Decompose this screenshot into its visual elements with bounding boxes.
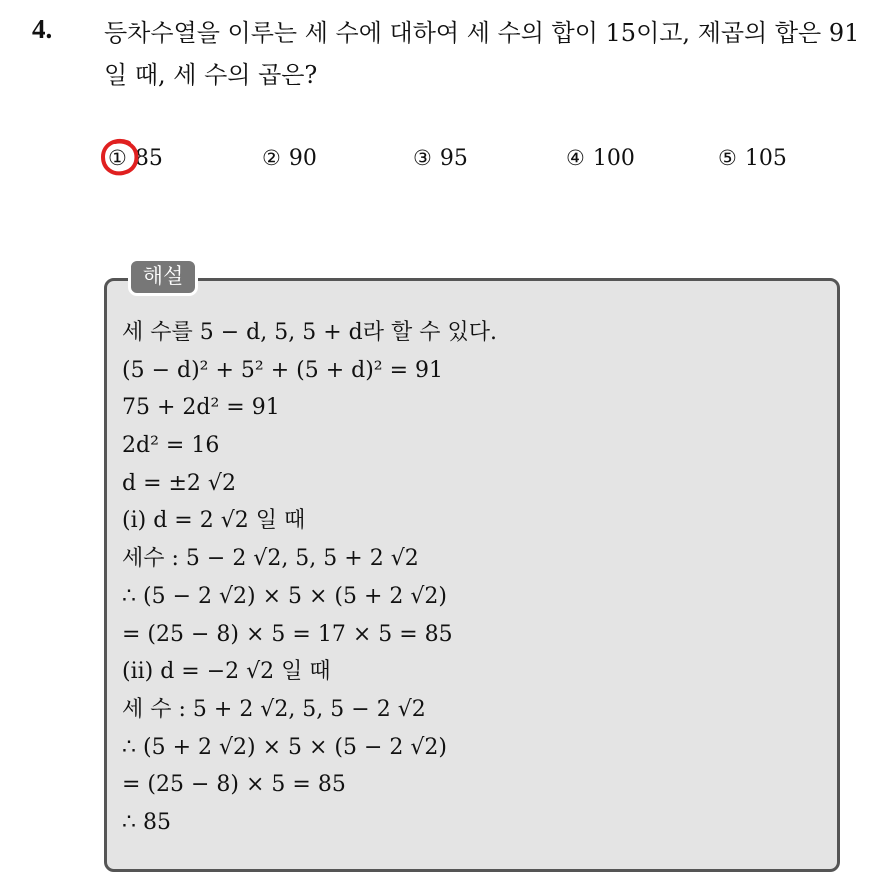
- solution-lines: [122, 314, 497, 842]
- choice-4-mark: ④: [566, 146, 585, 170]
- solution-line: 75 + 2d² = 91: [122, 395, 280, 421]
- choice-4[interactable]: [566, 141, 635, 176]
- choice-2[interactable]: [262, 141, 317, 176]
- solution-line: ∴ (5 − 2 √2) × 5 × (5 + 2 √2): [122, 583, 448, 609]
- solution-line: 세 수를 5 − d, 5, 5 + d라 할 수 있다.: [122, 320, 497, 345]
- solution-tab: 해설: [128, 258, 198, 296]
- choice-5-value: 105: [744, 146, 787, 171]
- choice-1-value: 85: [134, 146, 163, 171]
- choice-2-value: 90: [288, 146, 317, 171]
- question-stem: 등차수열을 이루는 세 수에 대하여 세 수의 합이 15이고, 제곱의 합은 91일 때, 세 수의 곱은?: [104, 19, 860, 89]
- solution-line: ∴ (5 + 2 √2) × 5 × (5 − 2 √2): [122, 734, 448, 760]
- solution-line: (i) d = 2 √2 일 때: [122, 508, 306, 534]
- solution-line: ∴ 85: [122, 809, 171, 835]
- solution-line: (ii) d = −2 √2 일 때: [122, 659, 331, 685]
- answer-circle-icon: [99, 136, 141, 178]
- choice-1-mark: ①: [108, 146, 127, 170]
- choice-4-value: 100: [592, 146, 635, 171]
- choice-3-value: 95: [439, 146, 468, 171]
- choice-3[interactable]: [413, 141, 468, 176]
- solution-line: 세수 : 5 − 2 √2, 5, 5 + 2 √2: [122, 546, 419, 572]
- solution-line: 세 수 : 5 + 2 √2, 5, 5 − 2 √2: [122, 696, 426, 722]
- choice-3-mark: ③: [413, 146, 432, 170]
- solution-line: d = ±2 √2: [122, 470, 236, 496]
- choice-5[interactable]: [718, 141, 787, 176]
- choice-2-mark: ②: [262, 146, 281, 170]
- solution-line: (5 − d)² + 5² + (5 + d)² = 91: [122, 357, 444, 383]
- question-number: 4.: [32, 14, 53, 44]
- solution-line: = (25 − 8) × 5 = 85: [122, 772, 346, 798]
- choice-5-mark: ⑤: [718, 146, 737, 170]
- solution-line: 2d² = 16: [122, 433, 220, 459]
- solution-line: = (25 − 8) × 5 = 17 × 5 = 85: [122, 621, 453, 647]
